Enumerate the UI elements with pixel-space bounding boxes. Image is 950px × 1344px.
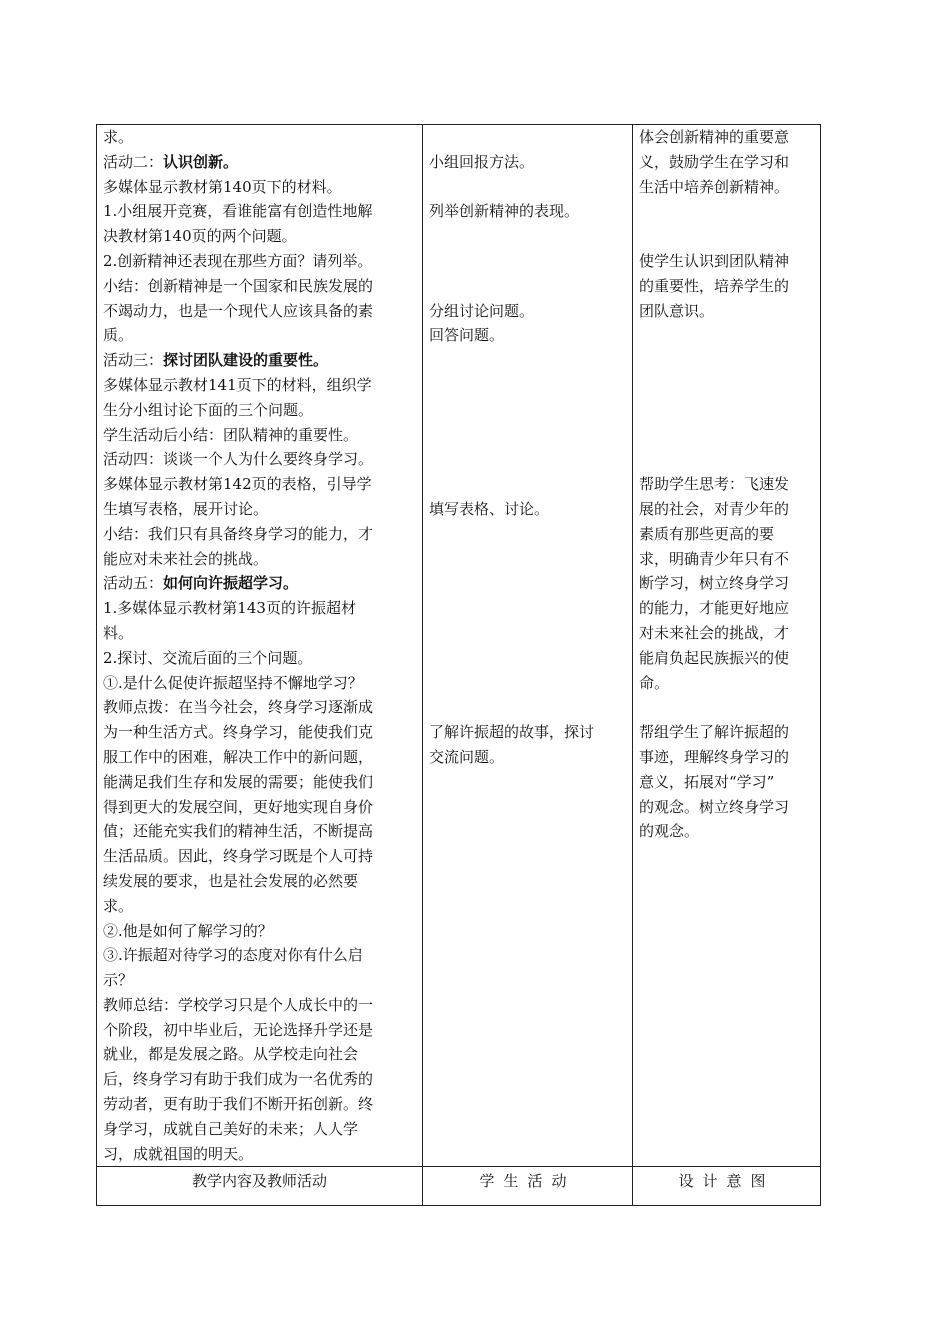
intent-text-line: 帮助学生思考：飞速发 [639,475,790,494]
teacher-text-line: 学生活动后小结：团队精神的重要性。 [103,425,359,444]
teacher-text-line: 质。 [103,326,134,345]
header-student-activity: 学生活动 [423,1167,633,1206]
activity-title: 探讨团队建设的重要性。 [163,351,329,370]
intent-text-line: 展的社会，对青少年的 [639,499,790,518]
teacher-text-line: 劳动者，更有助于我们不断开拓创新。终 [103,1095,374,1114]
teacher-activity-cell [97,125,423,1167]
teacher-text-line: 求。 [103,128,134,146]
header-design-intent: 设计意图 [633,1167,821,1206]
column-header-row [97,1167,821,1206]
teacher-text-line: 小结：创新精神是一个国家和民族发展的 [103,276,374,295]
teacher-text-line: 决教材第140页的两个问题。 [103,227,297,246]
intent-text-line: 帮组学生了解许振超的 [639,723,790,742]
lesson-plan-table [96,124,821,1206]
intent-text-line: 的观念。树立终身学习 [639,797,790,816]
teacher-text-line [103,150,416,175]
teacher-text-line: 不竭动力，也是一个现代人应该具备的素 [103,301,374,320]
activity-label: 活动五： [103,574,164,593]
teacher-text-line: 服工作中的困难，解决工作中的新问题， [103,747,374,766]
teacher-text-line: 能应对未来社会的挑战。 [103,549,269,568]
teacher-text-line: ①.是什么促使许振超坚持不懈地学习？ [103,673,363,692]
teacher-text-line: 求。 [103,896,134,915]
intent-text-line: 事迹，理解终身学习的 [639,747,790,766]
activity-label: 活动二： [103,152,164,171]
content-row [97,125,821,1167]
teacher-text-line: ②.他是如何了解学习的？ [103,921,273,940]
teacher-text-line: 1.多媒体显示教材第143页的许振超材 [103,599,356,618]
teacher-text-line: 多媒体显示教材141页下的材料，组织学 [103,375,372,394]
teacher-text-line: 2.探讨、交流后面的三个问题。 [103,648,313,667]
teacher-text-line: 活动四：谈谈一个人为什么要终身学习。 [103,450,374,469]
teacher-text-line: 小结：我们只有具备终身学习的能力，才 [103,524,374,543]
student-text-line: 交流问题。 [429,747,505,766]
teacher-text-line: 示？ [103,971,134,990]
teacher-text-line: 后，终身学习有助于我们成为一名优秀的 [103,1070,374,1089]
teacher-text-line: 为一种生活方式。终身学习，能使我们克 [103,723,374,742]
intent-text-line: 生活中培养创新精神。 [639,177,790,196]
teacher-text-line: 多媒体显示教材第140页下的材料。 [103,177,342,196]
intent-text-line: 体会创新精神的重要意 [639,128,790,146]
design-intent-cell [633,125,821,1167]
teacher-text-line: ③.许振超对待学习的态度对你有什么启 [103,946,363,965]
teacher-text-line: 习，成就祖国的明天。 [103,1144,254,1163]
intent-text-line: 使学生认识到团队精神 [639,251,790,270]
intent-text-line: 素质有那些更高的要 [639,524,775,543]
intent-text-line: 意义，拓展对“学习” [639,772,775,791]
header-teacher-activity: 教学内容及教师活动 [97,1167,423,1206]
teacher-text-line: 身学习，成就自己美好的未来；人人学 [103,1119,359,1138]
teacher-text-line: 续发展的要求，也是社会发展的必然要 [103,871,359,890]
teacher-text-line: 生分小组讨论下面的三个问题。 [103,400,314,419]
teacher-text-line: 就业，都是发展之路。从学校走向社会 [103,1045,359,1064]
teacher-text-line: 生活品质。因此，终身学习既是个人可持 [103,847,374,866]
student-text-line: 小组回报方法。 [429,152,535,171]
activity-label: 活动三： [103,351,164,370]
intent-text-line: 义，鼓励学生在学习和 [639,152,790,171]
intent-text-line: 对未来社会的挑战，才 [639,623,790,642]
intent-text-line: 的能力，才能更好地应 [639,599,790,618]
teacher-text-line: 1.小组展开竞赛，看谁能富有创造性地解 [103,202,373,221]
teacher-text-line [103,348,416,373]
activity-title: 认识创新。 [163,152,239,171]
teacher-text-line: 能满足我们生存和发展的需要；能使我们 [103,772,374,791]
teacher-text-line: 料。 [103,623,134,642]
teacher-text-line: 值；还能充实我们的精神生活，不断提高 [103,822,374,841]
intent-text-line: 断学习，树立终身学习 [639,574,790,593]
teacher-text-line: 得到更大的发展空间，更好地实现自身价 [103,797,374,816]
intent-text-line: 的重要性，培养学生的 [639,276,790,295]
student-activity-cell [423,125,633,1167]
intent-text-line: 能肩负起民族振兴的使 [639,648,790,667]
intent-text-line: 的观念。 [639,822,700,841]
student-text-line: 回答问题。 [429,326,505,345]
intent-text-line: 团队意识。 [639,301,715,320]
teacher-text-line: 教师点拨：在当今社会，终身学习逐渐成 [103,698,374,717]
teacher-text-line: 多媒体显示教材第142页的表格，引导学 [103,475,372,494]
student-text-line: 列举创新精神的表现。 [429,202,580,221]
intent-text-line: 命。 [639,673,670,692]
intent-text-line: 求，明确青少年只有不 [639,549,790,568]
student-text-line: 分组讨论问题。 [429,301,535,320]
student-text-line: 了解许振超的故事，探讨 [429,723,595,742]
activity-title: 如何向许振超学习。 [163,574,299,593]
teacher-text-line [103,571,416,596]
teacher-text-line: 个阶段，初中毕业后，无论选择升学还是 [103,1020,374,1039]
teacher-text-line: 2.创新精神还表现在那些方面？请列举。 [103,251,373,270]
teacher-text-line: 教师总结：学校学习只是个人成长中的一 [103,995,374,1014]
teacher-text-line: 生填写表格，展开讨论。 [103,499,269,518]
student-text-line: 填写表格、讨论。 [429,499,550,518]
